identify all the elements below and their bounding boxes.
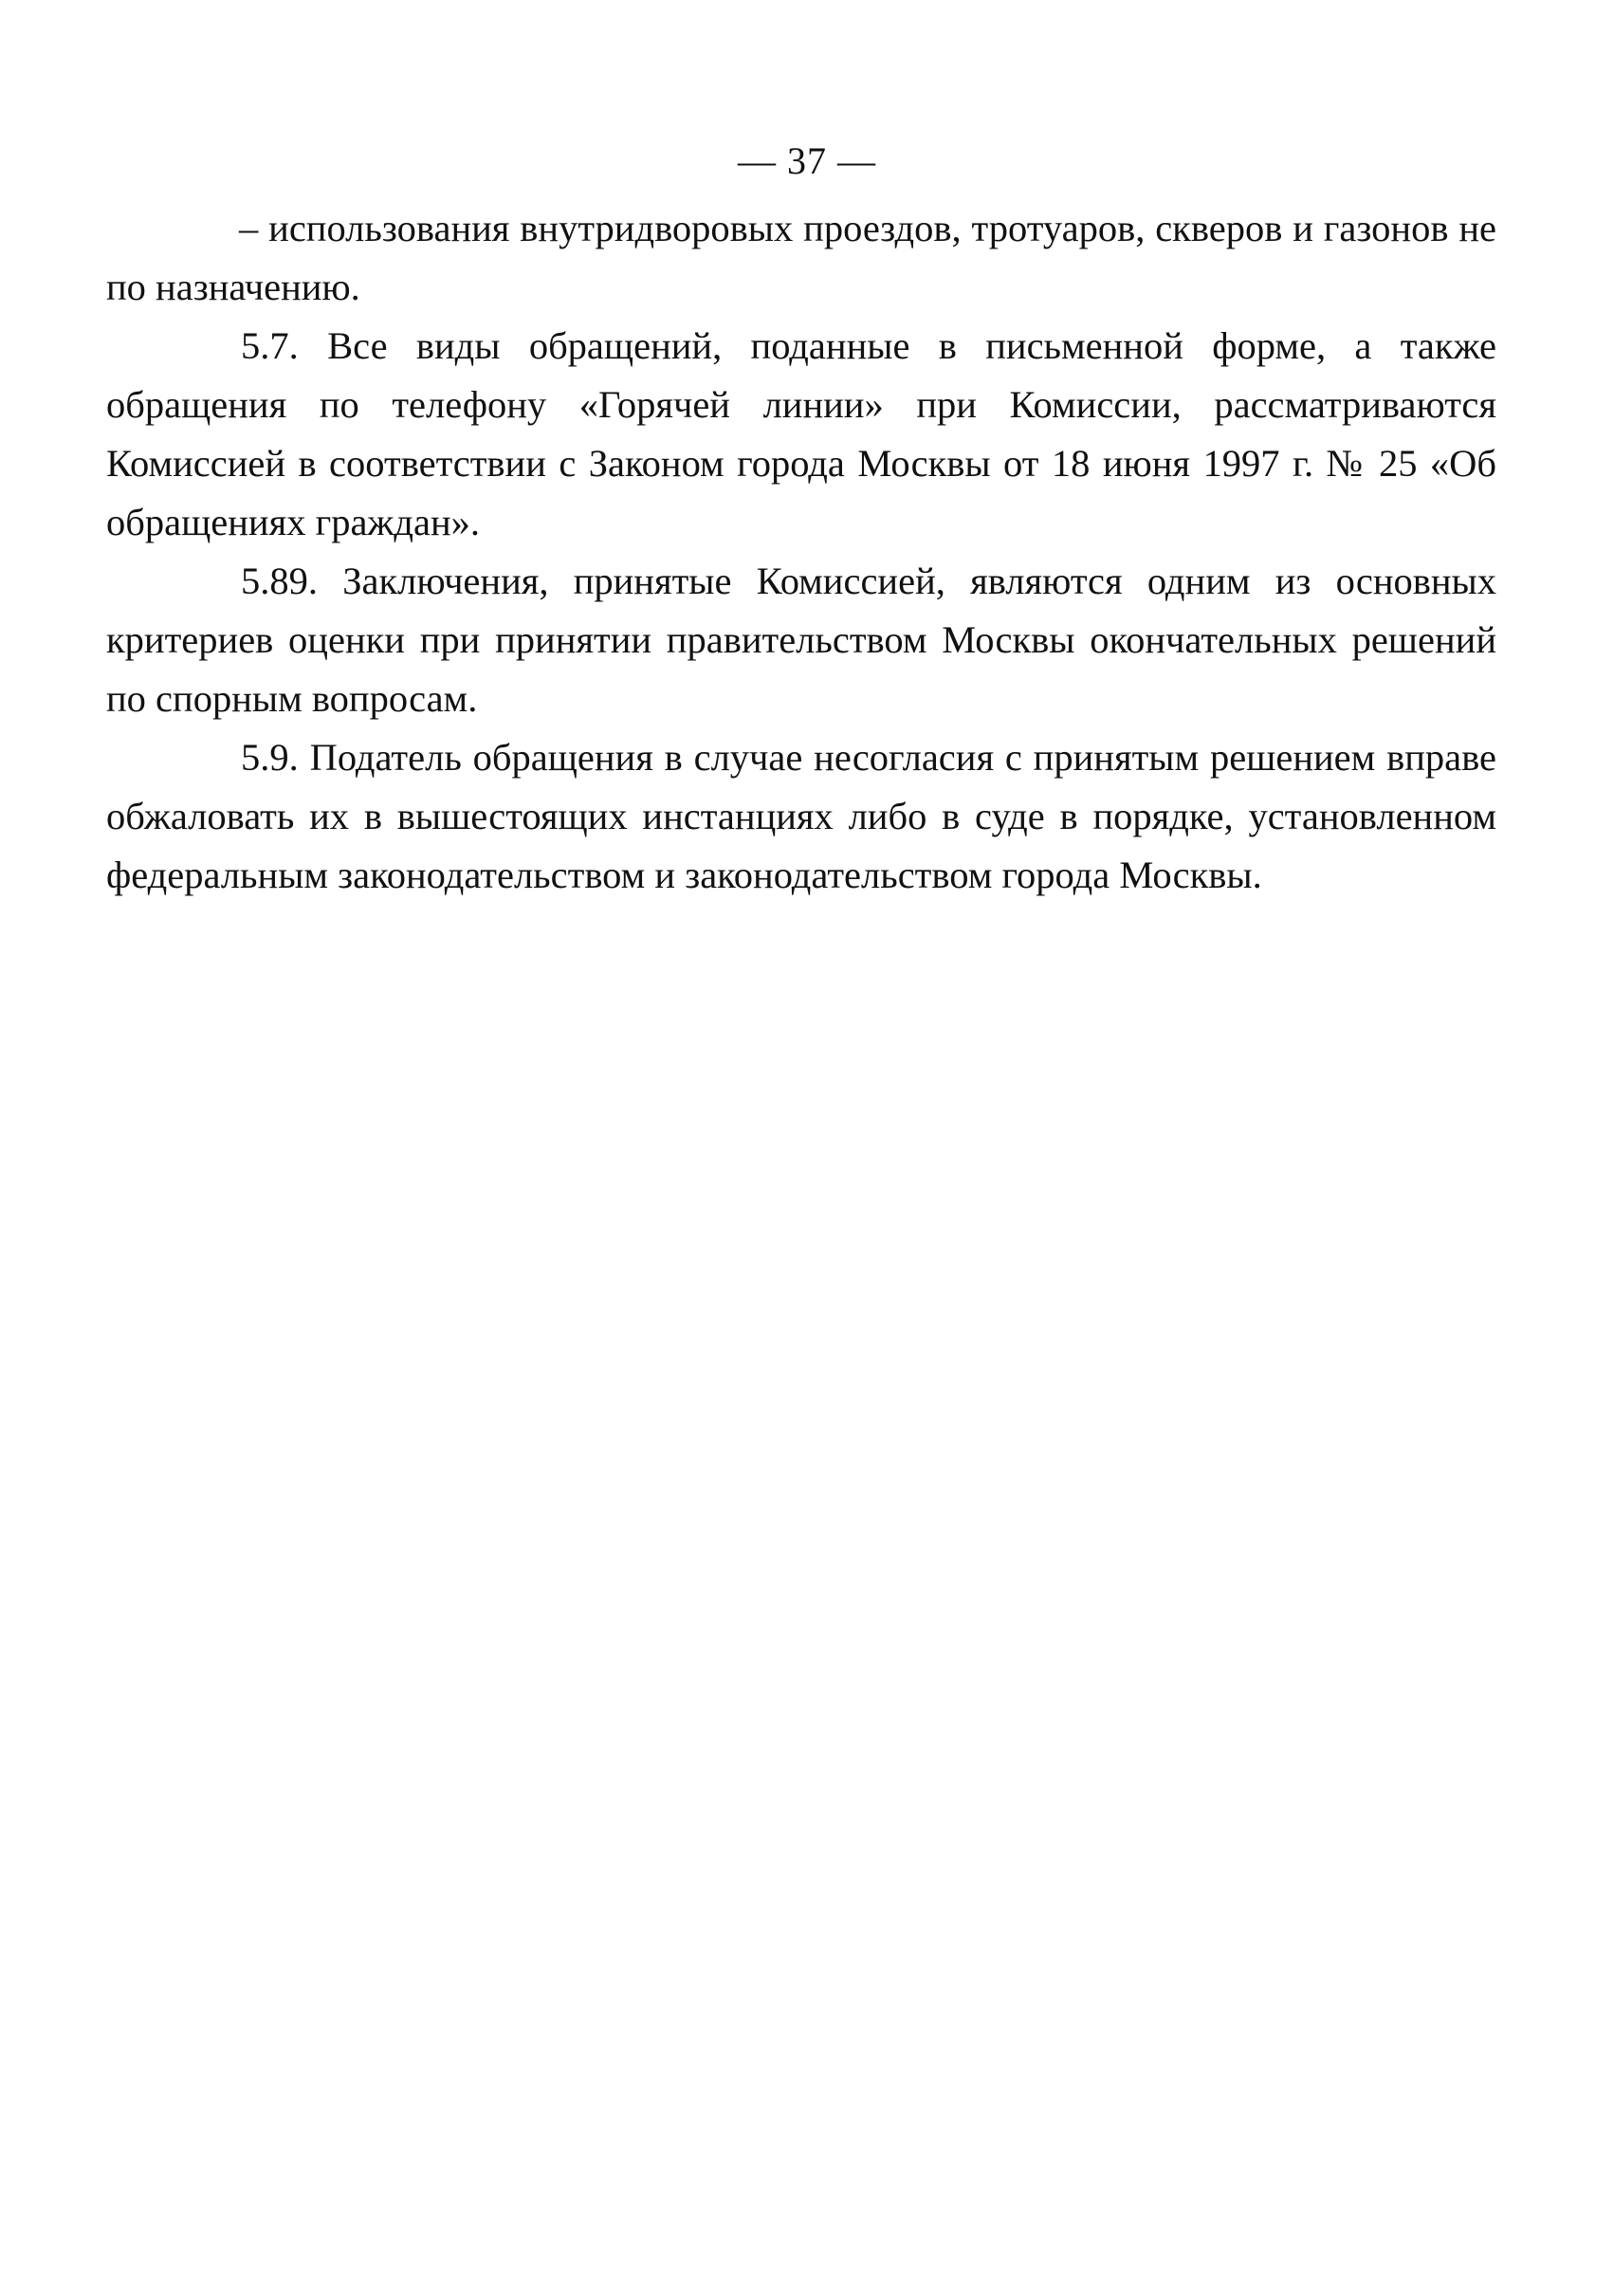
page-number: — 37 — (738, 139, 876, 182)
paragraph-5-89: 5.89. Заключения, принятые Комиссией, являются одним из основных критериев оценки при принятии правительством Москвы окончательных решений по спорным вопросам. (106, 560, 1496, 720)
paragraph-list-item-usage: – использования внутридворовых проездов, тротуаров, скверов и газонов не по назначению. (106, 207, 1496, 308)
body-text (106, 199, 1496, 905)
paragraph-5-7: 5.7. Все виды обращений, поданные в письменной форме, а также обращения по телефону «Горячей линии» при Комиссии, рассматриваются Комиссией в соответствии с Законом города Москвы от 18 июня 1997 г. № 25 «Об обращениях граждан». (106, 324, 1496, 543)
paragraph-5-9: 5.9. Податель обращения в случае несогласия с принятым решением вправе обжаловать их в вышестоящих инстанциях либо в суде в порядке, установленном федеральным законодательством и законодательством города Москвы. (106, 736, 1496, 896)
